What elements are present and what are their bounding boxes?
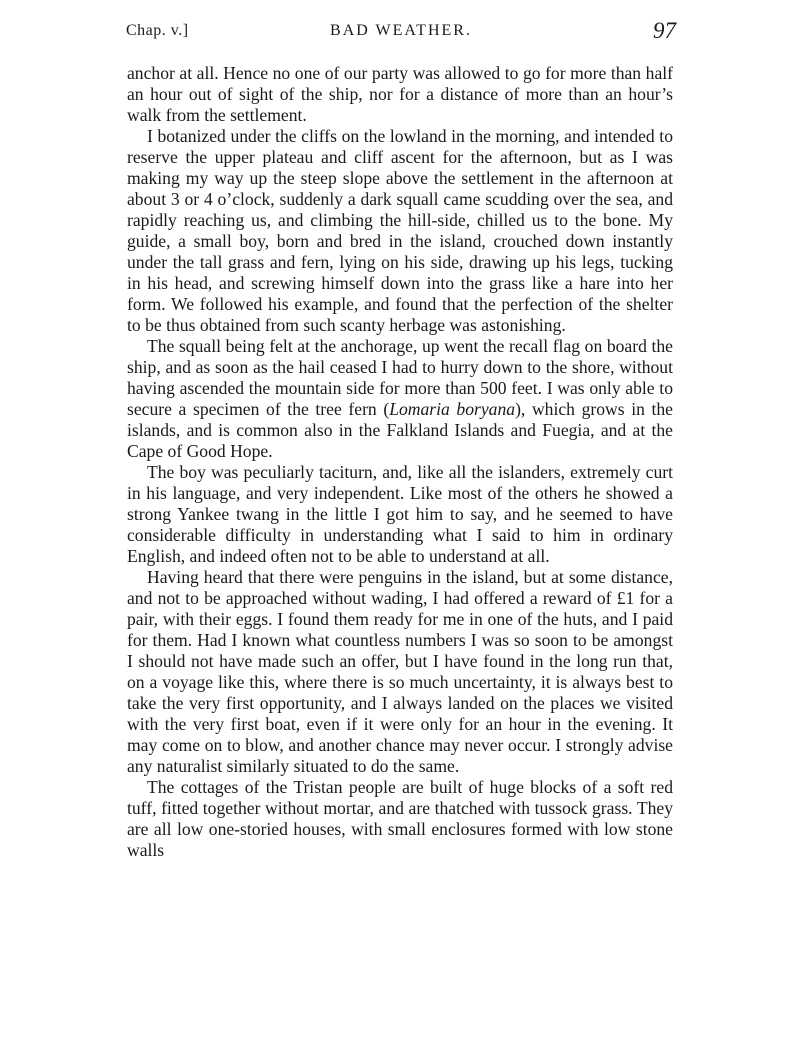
body-text [127,63,673,861]
paragraph-squall: I botanized under the cliffs on the lowland in the morning, and intended to reserve the upper plateau and cliff ascent for the afternoon, but as I was making my way up the steep slope above the settlement in the afternoon at about 3 or 4 o’clock, suddenly a dark squall came scudding over the sea, and rapidly reaching us, and climbing the hill-side, chilled us to the bone. My guide, a small boy, born and bred in the island, crouched down instantly under the tall grass and fern, lying on his side, drawing up his legs, tucking in his head, and screwing himself down into the grass like a hare into her form. We followed his example, and found that the perfection of the shelter to be thus obtained from such scanty herbage was astonishing. [127,126,673,335]
species-name: Lomaria boryana [389,399,516,419]
chapter-label: Chap. v.] [126,22,189,39]
paragraph-recall-flag-text-after: ), which grows in the islands, and is common also in the Falkland Islands and Fuegia, and at the Cape of Good Hope. [127,399,673,461]
paragraph-continued: anchor at all. Hence no one of our party was allowed to go for more than half an hour out of sight of the ship, nor for a distance of more than an hour’s walk from the settlement. [127,63,673,125]
running-header [126,18,676,48]
paragraph-cottages: The cottages of the Tristan people are built of huge blocks of a soft red tuff, fitted together without mortar, and are thatched with tussock grass. They are all low one-storied houses, with small enclosures formed with low stone walls [127,777,673,860]
paragraph-penguins: Having heard that there were penguins in the island, but at some distance, and not to be approached without wading, I had offered a reward of £1 for a pair, with their eggs. I found them ready for me in one of the huts, and I paid for them. Had I known what countless numbers I was so soon to be amongst I should not have made such an offer, but I have found in the long run that, on a voyage like this, where there is so much uncertainty, it is always best to take the very first opportunity, and I always landed on the places we visited with the very first boat, even if it were only for an hour in the evening. It may come on to blow, and another chance may never occur. I strongly advise any naturalist similarly situated to do the same. [127,567,673,776]
paragraph-boy: The boy was peculiarly taciturn, and, like all the islanders, extremely curt in his language, and very independent. Like most of the others he showed a strong Yankee twang in the little I got him to say, and he seemed to have considerable difficulty in understanding what I said to him in ordinary English, and indeed often not to be able to understand at all. [127,462,673,566]
running-title: BAD WEATHER. [330,22,472,39]
paragraph-recall-flag-text-before: The squall being felt at the anchorage, up went the recall flag on board the ship, and as soon as the hail ceased I had to hurry down to the shore, without having ascended the mountain side for more than 500 feet. I was only able to secure a specimen of the tree fern ( [127,336,673,419]
page-number: 97 [653,18,676,43]
paragraph-recall-flag [127,336,673,462]
